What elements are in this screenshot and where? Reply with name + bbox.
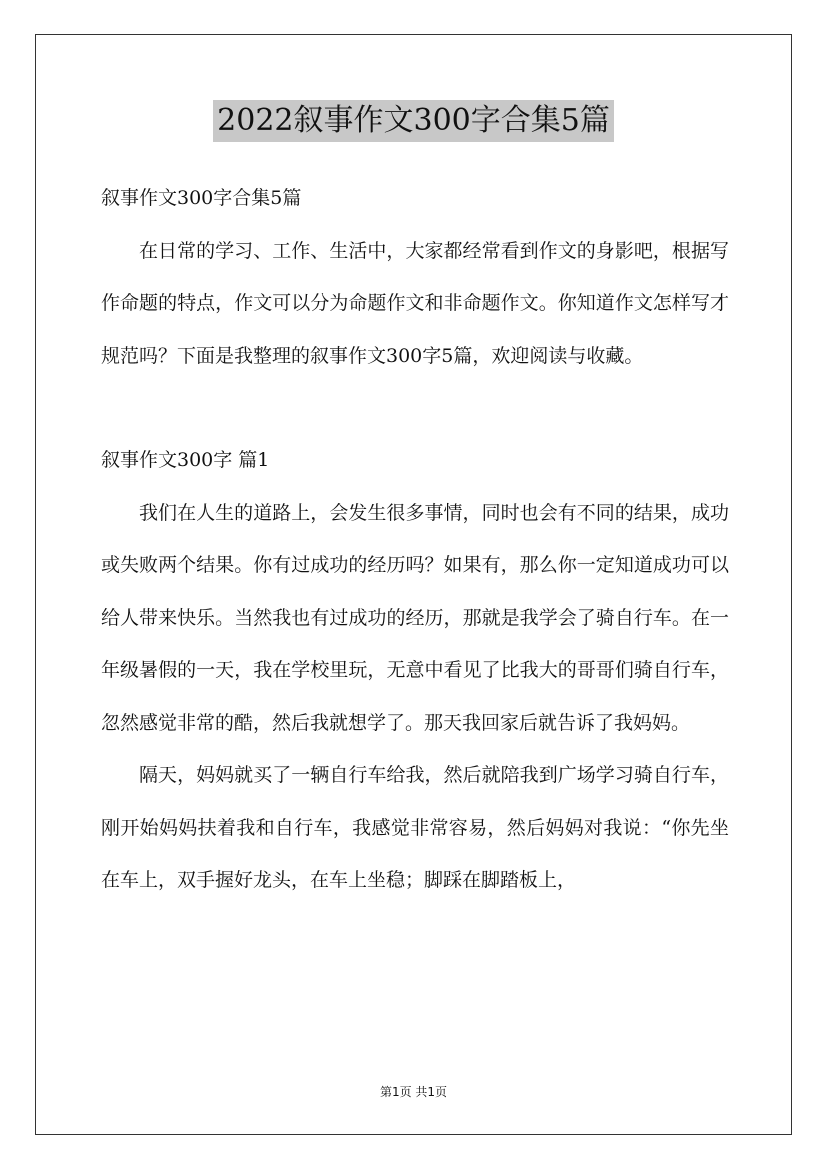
title-wrap: [0, 100, 827, 142]
document-subtitle: 叙事作文300字合集5篇: [101, 187, 302, 209]
page-footer: 第1页 共1页: [379, 1085, 448, 1099]
body-paragraph-2: 隔天，妈妈就买了一辆自行车给我，然后就陪我到广场学习骑自行车，刚开始妈妈扶着我和自行车，我感觉非常容易，然后妈妈对我说：“你先坐在车上，双手握好龙头，在车上坐稳；脚踩在脚踏板上，: [101, 764, 729, 891]
section-heading: 叙事作文300字 篇1: [101, 449, 270, 471]
document-body: [101, 172, 729, 907]
intro-paragraph: 在日常的学习、工作、生活中，大家都经常看到作文的身影吧，根据写作命题的特点，作文可以分为命题作文和非命题作文。你知道作文怎样写才规范吗？下面是我整理的叙事作文300字5篇，欢迎阅读与收藏。: [101, 239, 729, 367]
document-title: 2022叙事作文300字合集5篇: [213, 100, 614, 142]
body-paragraph-1: 我们在人生的道路上，会发生很多事情，同时也会有不同的结果，成功或失败两个结果。你有过成功的经历吗？如果有，那么你一定知道成功可以给人带来快乐。当然我也有过成功的经历，那就是我学会了骑自行车。在一年级暑假的一天，我在学校里玩，无意中看见了比我大的哥哥们骑自行车，忽然感觉非常的酷，然后我就想学了。那天我回家后就告诉了我妈妈。: [101, 501, 729, 734]
